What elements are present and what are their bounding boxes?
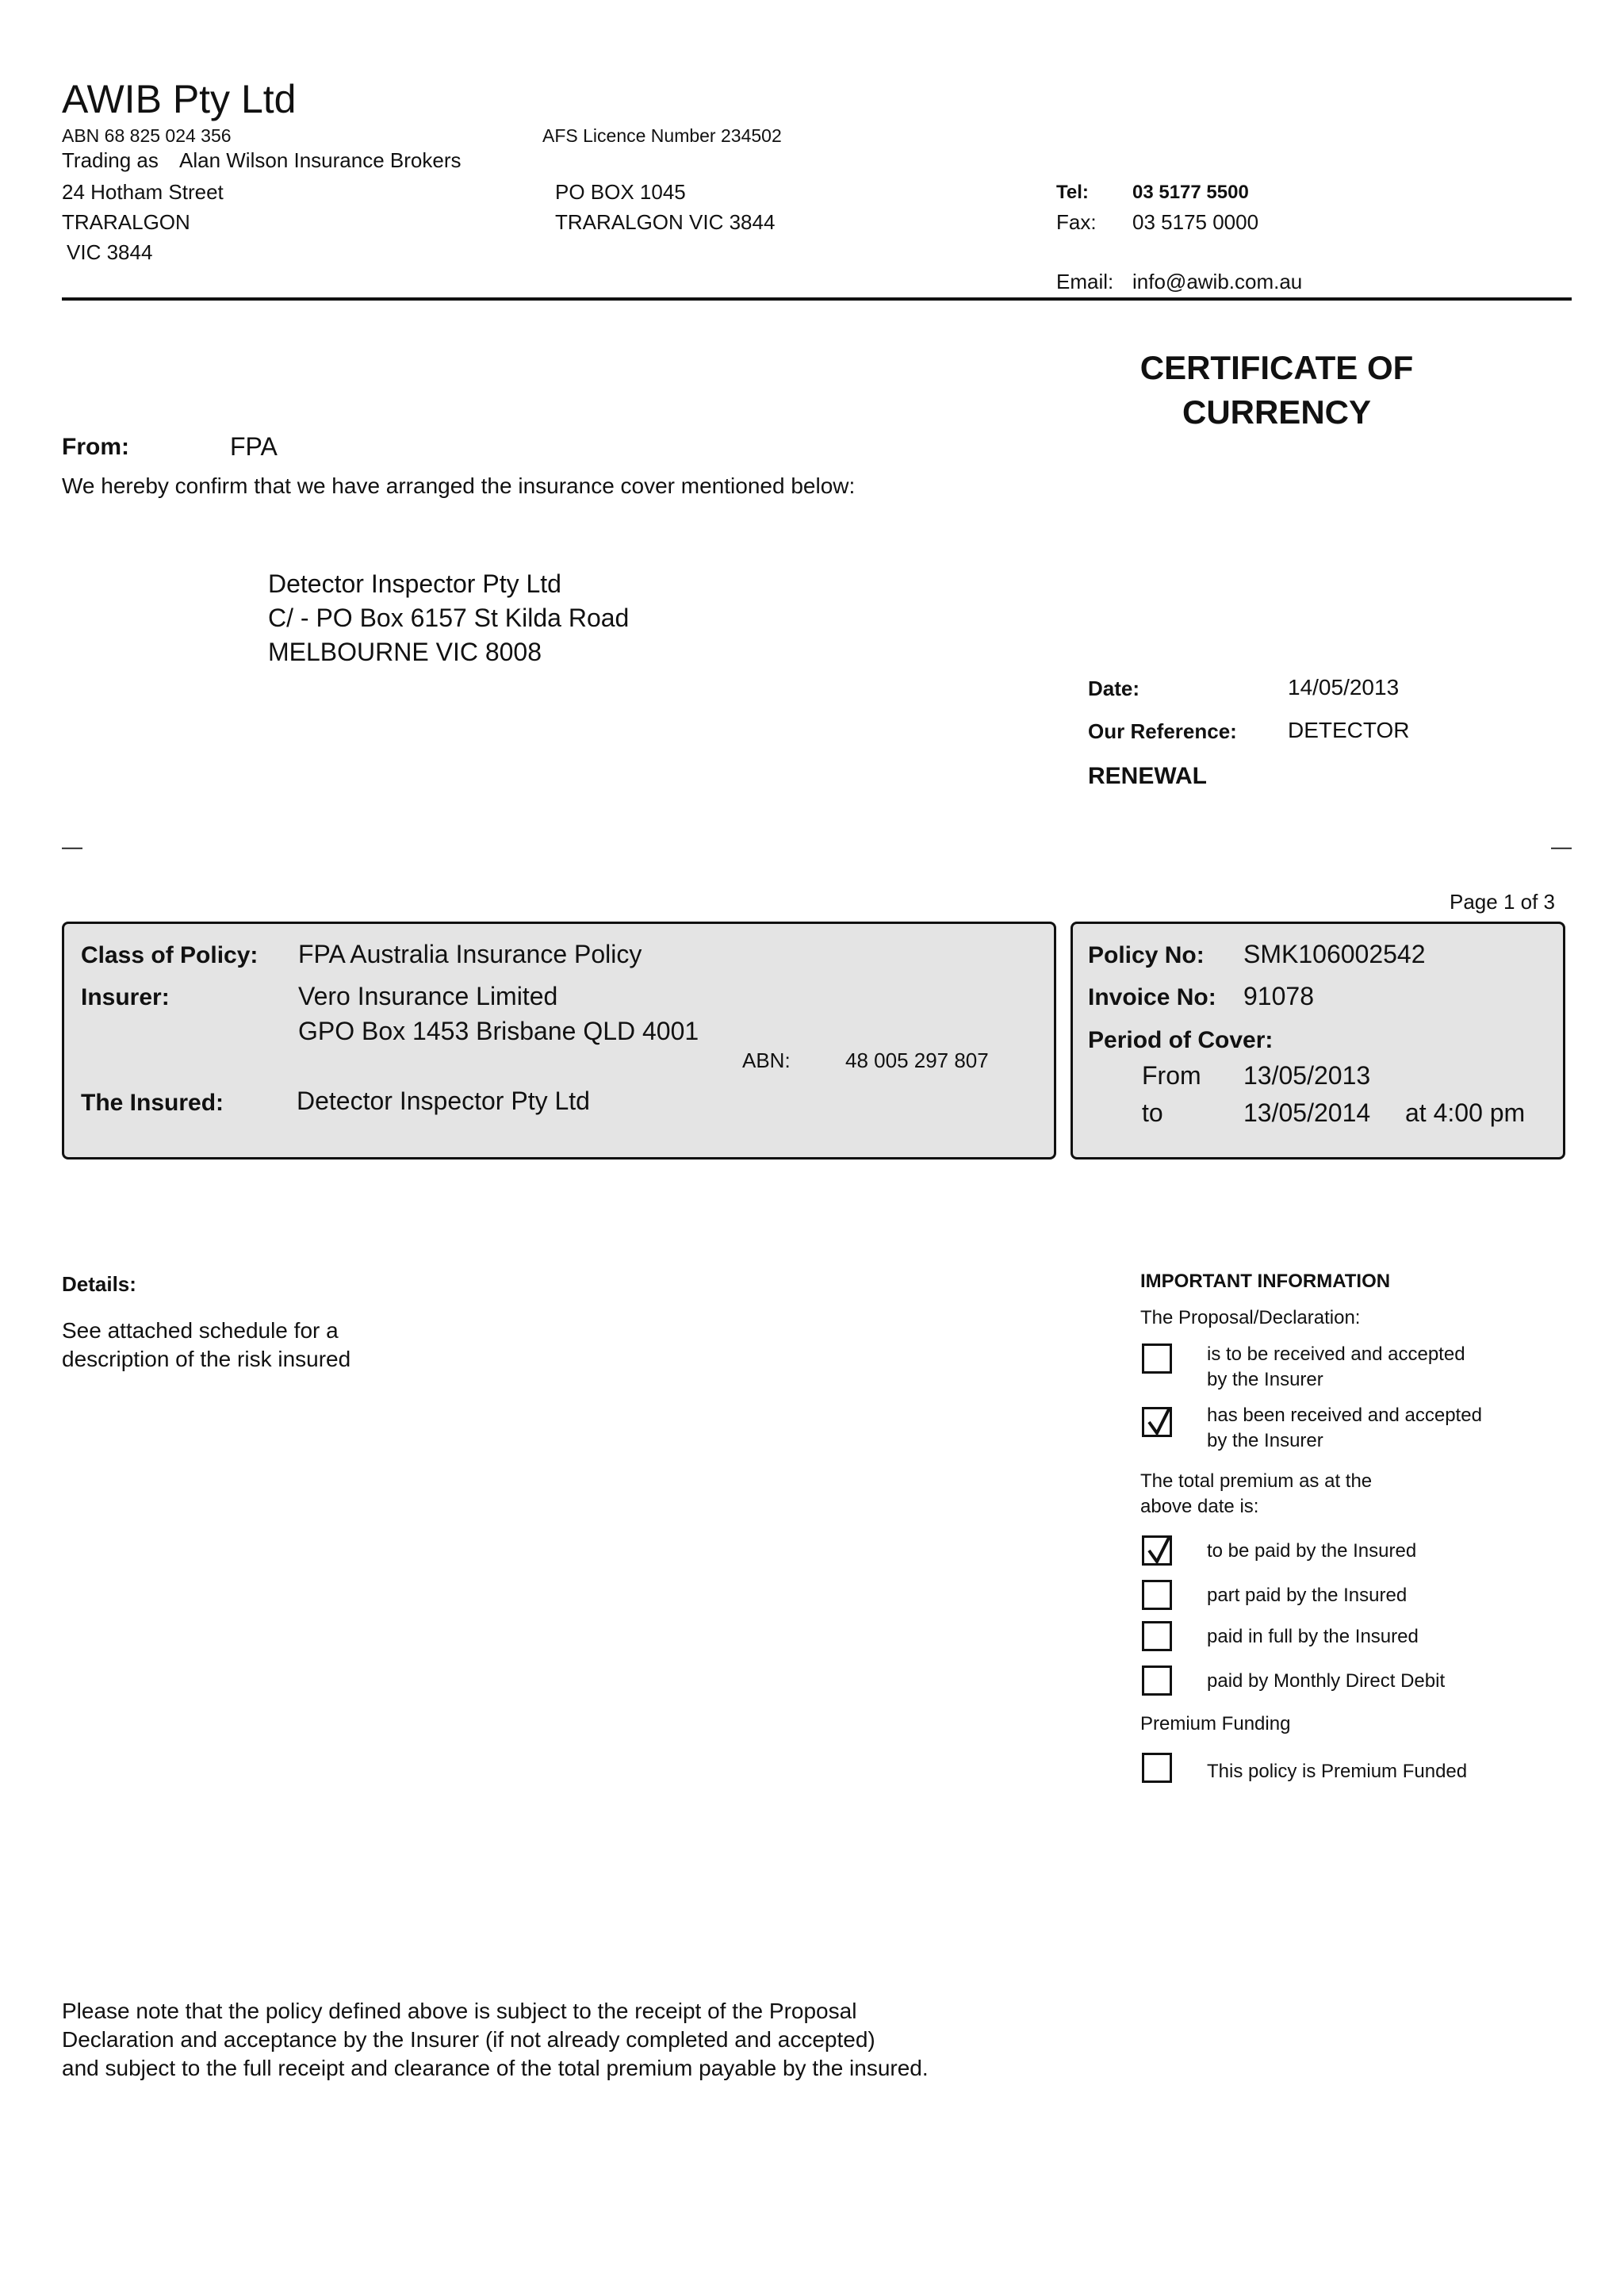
checkbox-label: to be paid by the Insured (1207, 1540, 1417, 1562)
premium-monthly-debit-checkbox[interactable] (1142, 1665, 1172, 1696)
policy-no-label: Policy No: (1088, 942, 1205, 968)
certificate-title-line: CERTIFICATE OF (1139, 349, 1414, 386)
fold-mark-left: — (62, 834, 82, 858)
checkbox-label: is to be received and accepted (1207, 1343, 1465, 1365)
checkbox-label: has been received and accepted (1207, 1405, 1482, 1426)
premium-part-paid-checkbox[interactable] (1142, 1580, 1172, 1610)
tel-value: 03 5177 5500 (1132, 182, 1249, 203)
date-value: 14/05/2013 (1288, 675, 1400, 700)
period-from-label: From (1142, 1061, 1201, 1090)
period-of-cover-label: Period of Cover: (1088, 1027, 1274, 1053)
renewal-status: RENEWAL (1088, 763, 1207, 789)
class-of-policy-label: Class of Policy: (81, 942, 259, 968)
postal-address-line: TRARALGON VIC 3844 (555, 210, 776, 234)
certificate-title (1094, 346, 1459, 435)
tel-label: Tel: (1056, 182, 1089, 203)
class-of-policy-value: FPA Australia Insurance Policy (298, 940, 642, 968)
fax-value: 03 5175 0000 (1132, 210, 1259, 234)
company-abn: ABN 68 825 024 356 (62, 125, 232, 146)
page-indicator: Page 1 of 3 (1450, 890, 1555, 914)
insured-value: Detector Inspector Pty Ltd (297, 1087, 590, 1115)
premium-label-line: above date is: (1140, 1496, 1259, 1517)
proposal-label: The Proposal/Declaration: (1140, 1307, 1361, 1328)
insurer-abn-value: 48 005 297 807 (845, 1048, 989, 1072)
trading-as-name: Alan Wilson Insurance Brokers (179, 148, 462, 172)
checkbox-label: This policy is Premium Funded (1207, 1761, 1468, 1782)
email-label: Email: (1056, 270, 1114, 293)
invoice-no-value: 91078 (1243, 982, 1314, 1010)
invoice-no-label: Invoice No: (1088, 984, 1216, 1010)
street-address-line: TRARALGON (62, 210, 190, 234)
header-divider (62, 297, 1572, 301)
insurer-abn-label: ABN: (742, 1048, 791, 1072)
checkbox-label: by the Insurer (1207, 1369, 1323, 1390)
details-text-line: See attached schedule for a (62, 1318, 339, 1343)
intro-text: We hereby confirm that we have arranged the insurance cover mentioned below: (62, 473, 856, 498)
email-value[interactable]: info@awib.com.au (1132, 270, 1303, 293)
proposal-to-be-received-checkbox[interactable] (1142, 1343, 1172, 1374)
from-label: From: (62, 434, 129, 460)
premium-funding-label: Premium Funding (1140, 1713, 1291, 1734)
trading-as-label: Trading as (62, 148, 159, 172)
checkbox-label: paid by Monthly Direct Debit (1207, 1670, 1446, 1692)
premium-label-line: The total premium as at the (1140, 1470, 1373, 1492)
reference-label: Our Reference: (1088, 719, 1237, 743)
policy-no-value: SMK106002542 (1243, 940, 1426, 968)
insurer-label: Insurer: (81, 984, 170, 1010)
afs-licence: AFS Licence Number 234502 (542, 125, 782, 146)
company-name: AWIB Pty Ltd (62, 77, 297, 121)
recipient-line: MELBOURNE VIC 8008 (268, 638, 542, 666)
from-value: FPA (230, 432, 278, 461)
postal-address-line: PO BOX 1045 (555, 180, 686, 204)
period-to-time: at 4:00 pm (1405, 1098, 1526, 1127)
checkbox-label: paid in full by the Insured (1207, 1626, 1419, 1647)
premium-to-be-paid-checkbox[interactable] (1142, 1535, 1172, 1566)
details-text-line: description of the risk insured (62, 1347, 351, 1371)
premium-paid-in-full-checkbox[interactable] (1142, 1621, 1172, 1651)
recipient-line: C/ - PO Box 6157 St Kilda Road (268, 604, 630, 632)
checkbox-label: part paid by the Insured (1207, 1585, 1408, 1606)
certificate-title-line: CURRENCY (1182, 393, 1371, 431)
footer-note-line: Declaration and acceptance by the Insurer (if not already completed and accepted) (62, 2027, 875, 2052)
insurer-name: Vero Insurance Limited (298, 982, 558, 1010)
period-to-label: to (1142, 1098, 1163, 1127)
fax-label: Fax: (1056, 210, 1097, 234)
recipient-line: Detector Inspector Pty Ltd (268, 569, 561, 598)
proposal-has-been-received-checkbox[interactable] (1142, 1407, 1172, 1437)
important-info-title: IMPORTANT INFORMATION (1140, 1271, 1391, 1292)
checkbox-label: by the Insurer (1207, 1430, 1323, 1451)
street-address-line: 24 Hotham Street (62, 180, 224, 204)
checkmark-icon (1146, 1408, 1173, 1438)
fold-mark-right: — (1551, 834, 1572, 858)
details-label: Details: (62, 1272, 136, 1296)
date-label: Date: (1088, 677, 1140, 700)
period-from-date: 13/05/2013 (1243, 1061, 1371, 1090)
footer-note-line: and subject to the full receipt and clearance of the total premium payable by the insured. (62, 2056, 929, 2080)
period-to-date: 13/05/2014 (1243, 1098, 1371, 1127)
reference-value: DETECTOR (1288, 718, 1410, 742)
premium-funded-checkbox[interactable] (1142, 1753, 1172, 1783)
footer-note-line: Please note that the policy defined above is subject to the receipt of the Proposal (62, 1999, 857, 2023)
insurer-address: GPO Box 1453 Brisbane QLD 4001 (298, 1017, 699, 1045)
street-address-line: VIC 3844 (67, 240, 153, 264)
checkmark-icon (1146, 1536, 1173, 1566)
insured-label: The Insured: (81, 1090, 224, 1116)
